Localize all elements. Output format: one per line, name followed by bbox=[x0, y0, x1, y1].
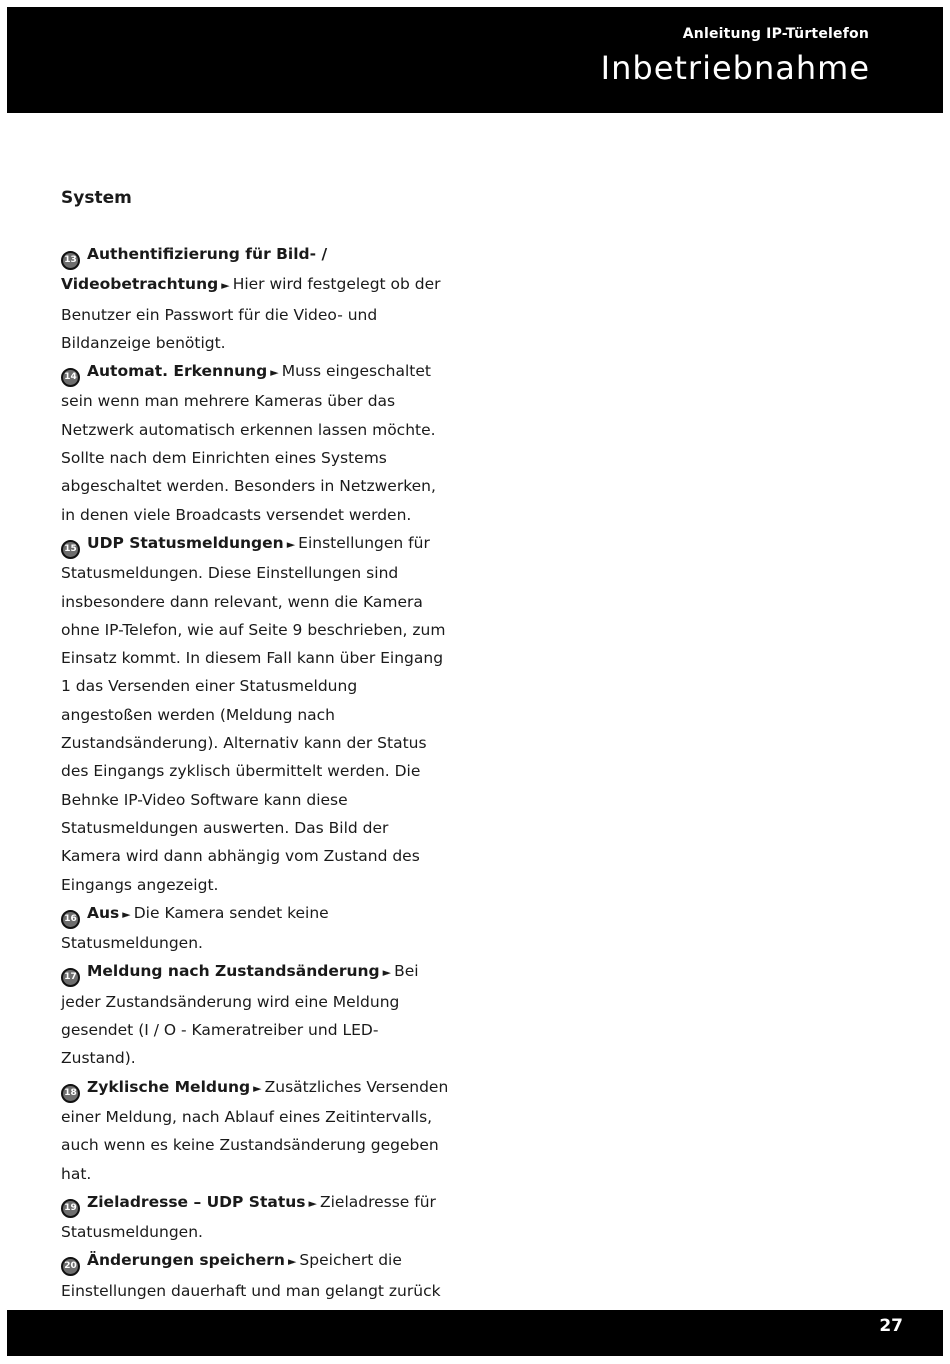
item-text: Muss eingeschaltet sein wenn man mehrere Kameras über das Netzwerk automatisch erkennen lassen möchte. Sollte nach dem Einrichten eines Systems abgeschaltet werden. Besonders in Netzwerken, in denen viele Broadcasts versendet werden. bbox=[61, 362, 436, 524]
item-text: Die Kamera sendet keine Statusmeldungen. bbox=[61, 903, 329, 953]
number-badge-icon: 20 bbox=[61, 1257, 80, 1276]
item-term: Änderungen speichern bbox=[87, 1251, 285, 1270]
item-text: Einstellungen für Statusmeldungen. Diese Einstellungen sind insbesondere dann relevant, wenn die Kamera ohne IP-Telefon, wie auf Seite 9 beschrieben, zum Einsatz kommt. In diesem Fall kann über Eingang 1 das Versenden einer Statusmeldung angestoßen werden (Meldung nach Zustandsänderung). Alternativ kann der Status des Eingangs zyklisch übermittelt werden. Die Behnke IP-Video Software kann diese Statusmeldungen auswerten. Das Bild der Kamera wird dann abhängig vom Zustand des Eingangs angezeigt. bbox=[61, 533, 446, 894]
list-item bbox=[61, 357, 453, 529]
section-title: System bbox=[61, 188, 132, 208]
list-item bbox=[61, 240, 453, 357]
header-bar bbox=[7, 7, 943, 113]
list-item bbox=[61, 1188, 453, 1247]
arrow-right-icon: ► bbox=[253, 1081, 262, 1095]
item-term: UDP Statusmeldungen bbox=[87, 533, 284, 552]
arrow-right-icon: ► bbox=[287, 1255, 297, 1269]
item-text: Zieladresse für Statusmeldungen. bbox=[61, 1192, 436, 1242]
arrow-right-icon: ► bbox=[308, 1196, 317, 1210]
arrow-right-icon: ► bbox=[382, 966, 392, 980]
item-term: Zyklische Meldung bbox=[87, 1077, 251, 1096]
item-term: Authentifizierung für Bild- / Videobetrachtung bbox=[61, 245, 328, 294]
item-text: Speichert die Einstellungen dauerhaft und man gelangt zurück bbox=[61, 1251, 441, 1300]
item-term: Meldung nach Zustandsänderung bbox=[87, 962, 380, 981]
list-item bbox=[61, 899, 453, 958]
number-badge-icon: 16 bbox=[61, 910, 80, 929]
item-term: Automat. Erkennung bbox=[87, 362, 268, 381]
header-subtitle: Anleitung IP-Türtelefon bbox=[682, 26, 869, 42]
arrow-right-icon: ► bbox=[122, 907, 131, 921]
number-badge-icon: 14 bbox=[61, 368, 80, 387]
item-text: Zusätzliches Versenden einer Meldung, nach Ablauf eines Zeitintervalls, auch wenn es keine Zustandsänderung gegeben hat. bbox=[61, 1077, 449, 1183]
item-term: Zieladresse – UDP Status bbox=[87, 1192, 306, 1211]
main-content bbox=[61, 184, 453, 1333]
list-item bbox=[61, 1073, 453, 1188]
list-item bbox=[61, 529, 453, 899]
item-text: Bei jeder Zustandsänderung wird eine Meldung gesendet (I / O - Kameratreiber und LED-Zustand). bbox=[61, 962, 419, 1068]
arrow-right-icon: ► bbox=[270, 366, 279, 380]
item-text: Hier wird festgelegt ob der Benutzer ein Passwort für die Video- und Bildanzeige benötigt. bbox=[61, 275, 441, 352]
footer-bar bbox=[7, 1310, 943, 1356]
arrow-right-icon: ► bbox=[221, 279, 230, 293]
number-badge-icon: 17 bbox=[61, 968, 80, 987]
number-badge-icon: 19 bbox=[61, 1199, 80, 1218]
number-badge-icon: 18 bbox=[61, 1084, 80, 1103]
number-badge-icon: 13 bbox=[61, 251, 80, 270]
list-item bbox=[61, 957, 453, 1072]
item-term: Aus bbox=[87, 903, 120, 922]
header-title: Inbetriebnahme bbox=[600, 49, 870, 87]
page-number: 27 bbox=[879, 1316, 903, 1336]
number-badge-icon: 15 bbox=[61, 540, 80, 559]
arrow-right-icon: ► bbox=[286, 537, 296, 551]
